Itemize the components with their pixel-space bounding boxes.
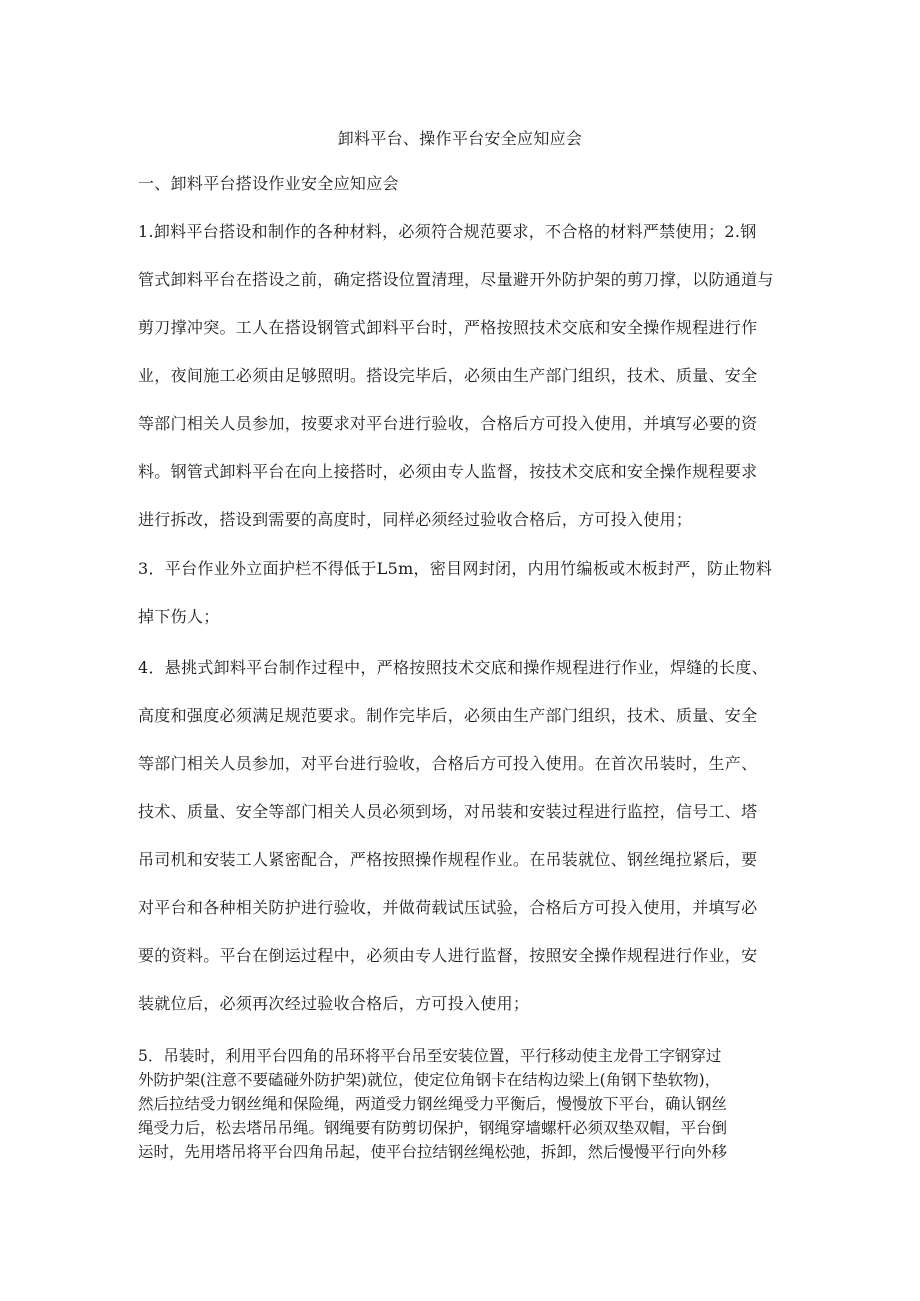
paragraph-line: 业，夜间施工必须由足够照明。搭设完毕后，必须由生产部门组织，技术、质量、安全	[138, 366, 758, 385]
paragraph-line: 绳受力后，松去塔吊吊绳。钢绳要有防剪切保护，钢绳穿墙螺杆必须双垫双帽，平台倒	[138, 1119, 728, 1137]
paragraph-line: 料。钢管式卸料平台在向上接搭时，必须由专人监督，按技术交底和安全操作规程要求	[138, 462, 758, 481]
paragraph-line: 3．平台作业外立面护栏不得低于L5m，密目网封闭，内用竹编板或木板封严，防止物料	[138, 559, 773, 578]
section-heading: 一、卸料平台搭设作业安全应知应会	[138, 174, 399, 193]
paragraph-line: 等部门相关人员参加，对平台进行验收，合格后方可投入使用。在首次吊装时，生产、	[138, 754, 758, 773]
paragraph-line: 装就位后，必须再次经过验收合格后，方可投入使用；	[138, 994, 530, 1013]
paragraph-line: 对平台和各种相关防护进行验收，并做荷载试压试验，合格后方可投入使用，并填写必	[138, 898, 758, 917]
paragraph-line: 技术、质量、安全等部门相关人员必须到场，对吊装和安装过程进行监控，信号工、塔	[138, 802, 758, 821]
paragraph-line: 掉下伤人；	[138, 607, 220, 626]
paragraph-line: 然后拉结受力钢丝绳和保险绳，两道受力钢丝绳受力平衡后，慢慢放下平台，确认钢丝	[138, 1095, 728, 1113]
paragraph-line: 5．吊装时，利用平台四角的吊环将平台吊至安装位置，平行移动使主龙骨工字钢穿过	[138, 1047, 722, 1065]
paragraph-line: 管式卸料平台在搭设之前，确定搭设位置清理，尽量避开外防护架的剪刀撑，以防通道与	[138, 270, 774, 289]
paragraph-line: 剪刀撑冲突。工人在搭设钢管式卸料平台时，严格按照技术交底和安全操作规程进行作	[138, 318, 758, 337]
document-title: 卸料平台、操作平台安全应知应会	[337, 129, 583, 148]
paragraph-line: 外防护架(注意不要磕碰外防护架)就位，使定位角钢卡在结构边梁上(角钢下垫软物)，	[138, 1071, 721, 1089]
paragraph-line: 1.卸料平台搭设和制作的各种材料，必须符合规范要求，不合格的材料严禁使用；2.钢	[138, 222, 757, 241]
paragraph-line: 进行拆改，搭设到需要的高度时，同样必须经过验收合格后，方可投入使用；	[138, 510, 693, 529]
paragraph-line: 运时，先用塔吊将平台四角吊起，使平台拉结钢丝绳松弛，拆卸，然后慢慢平行向外移	[138, 1143, 728, 1161]
paragraph-line: 要的资料。平台在倒运过程中，必须由专人进行监督，按照安全操作规程进行作业，安	[138, 946, 758, 965]
paragraph-line: 等部门相关人员参加，按要求对平台进行验收，合格后方可投入使用，并填写必要的资	[138, 414, 758, 433]
paragraph-line: 吊司机和安装工人紧密配合，严格按照操作规程作业。在吊装就位、钢丝绳拉紧后，要	[138, 850, 758, 869]
paragraph-line: 4．悬挑式卸料平台制作过程中，严格按照技术交底和操作规程进行作业，焊缝的长度、	[138, 658, 768, 677]
paragraph-line: 高度和强度必须满足规范要求。制作完毕后，必须由生产部门组织，技术、质量、安全	[138, 706, 758, 725]
